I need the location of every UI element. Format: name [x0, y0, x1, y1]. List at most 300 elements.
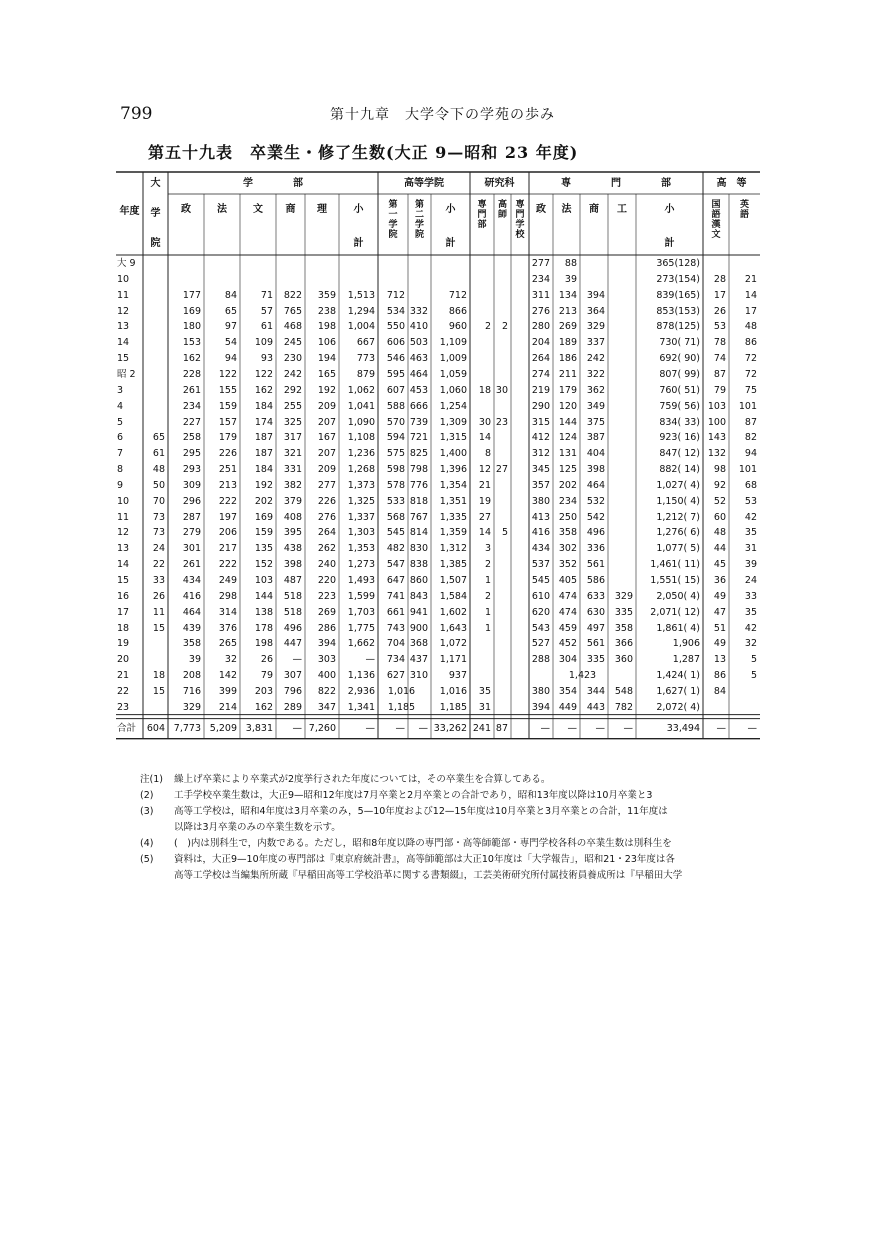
table-row-cell: 14	[478, 527, 491, 539]
table-row-cell: 39	[188, 654, 201, 666]
table-row-cell: 459	[558, 622, 577, 634]
table-row-cell: 242	[283, 368, 302, 380]
table-row-cell: 1,090	[347, 416, 375, 428]
table-row-cell: 314	[218, 606, 237, 618]
table-row-cell: 344	[586, 685, 605, 697]
note-number: (4)	[140, 838, 154, 849]
table-row-cell: 206	[218, 527, 237, 539]
table-row-cell: 1	[484, 622, 491, 634]
table-row-cell: 410	[409, 321, 428, 333]
table-row-cell: 1,599	[347, 590, 375, 602]
table-row-cell: 70	[152, 495, 165, 507]
table-row-cell: 7	[117, 448, 124, 460]
total-row-cell: 3,831	[245, 722, 273, 734]
table-row-cell: 21	[744, 273, 757, 285]
header-senmonbu-col: 法	[561, 204, 572, 215]
table-row-cell: 24	[744, 575, 757, 586]
note-text: 以降は3月卒業のみの卒業生数を示す。	[174, 822, 341, 833]
header-gakubu-col: 文	[253, 204, 263, 215]
table-row-cell: 1,400	[439, 448, 467, 460]
table-row-cell: 103	[707, 400, 726, 412]
table-row-cell: 575	[386, 448, 405, 460]
table-row-cell: 198	[254, 638, 273, 650]
table-row-cell: 822	[283, 289, 302, 301]
table-row-cell: 360	[614, 654, 633, 666]
table-row-cell: 86	[744, 337, 757, 349]
table-row-cell: 878(125)	[656, 321, 700, 333]
table-row-cell: 1,354	[439, 479, 467, 491]
note-number: 注(1)	[140, 774, 163, 785]
table-row-cell: 61	[260, 321, 273, 333]
table-row-cell: 743	[386, 622, 405, 634]
table-row-cell: 394	[586, 289, 605, 301]
table-row-cell: 189	[558, 337, 577, 349]
table-row-cell: 1,108	[347, 432, 375, 444]
table-row-cell: 214	[218, 701, 237, 713]
header-gakubu-col: 政	[181, 204, 191, 215]
table-row-cell: 1,643	[439, 622, 467, 634]
table-row-cell: 14	[117, 337, 130, 349]
table-row-cell: 39	[744, 559, 757, 571]
table-row-cell: 238	[317, 305, 336, 317]
table-row-cell: 588	[386, 400, 405, 412]
table-row-cell: 2	[484, 559, 491, 571]
table-row-cell: 131	[558, 448, 577, 460]
table-row-cell: 262	[317, 543, 336, 555]
table-row-cell: 449	[558, 701, 577, 713]
table-row-cell: 561	[586, 638, 605, 650]
table-row-cell: 35	[744, 527, 757, 539]
table-row-cell: 1,353	[347, 543, 375, 555]
table-row-cell: 404	[586, 448, 605, 460]
table-row-cell: 74	[713, 353, 726, 365]
table-row-cell: 18	[152, 670, 165, 682]
table-row-cell: 32	[224, 654, 237, 666]
table-row-cell: 413	[531, 511, 550, 523]
table-row-cell: 162	[254, 701, 273, 713]
header-kenkyuka-col: 専門部	[477, 200, 487, 230]
table-row-cell: 518	[283, 606, 302, 618]
table-row-cell: 26	[713, 305, 726, 317]
table-row-cell: 207	[317, 416, 336, 428]
table-row-cell: 292	[283, 384, 302, 396]
total-row-cell: —	[747, 722, 757, 734]
table-row-cell: 760( 51)	[659, 384, 700, 396]
table-row-cell: 1,627( 1)	[656, 685, 700, 697]
table-title-years: (大正 9—昭和 23 年度)	[386, 143, 579, 162]
table-row-cell: 2	[484, 321, 491, 333]
table-row-cell: 144	[254, 590, 273, 602]
table-row-cell: 730( 71)	[659, 337, 700, 349]
table-row-cell: 543	[531, 622, 550, 634]
table-row-cell: 332	[409, 305, 428, 317]
table-row-cell: 1,602	[439, 606, 467, 618]
table-row-cell: 1,396	[439, 464, 467, 476]
table-row-cell: 33	[744, 590, 757, 602]
table-row-cell: 17	[744, 305, 757, 317]
table-row-cell: 8	[117, 464, 124, 476]
table-row-cell: 941	[409, 606, 428, 618]
note-number: (5)	[140, 854, 154, 865]
table-row-cell: 5	[750, 670, 757, 682]
table-row-cell: 159	[254, 527, 273, 539]
total-row-cell: —	[292, 722, 302, 734]
header-gakubu-col: 理	[317, 204, 327, 215]
note-text: ( )内は別科生で，内数である。ただし，昭和8年度以降の専門部・高等師範部・専門学校各科の卒業生数は別科生を	[174, 838, 672, 849]
table-row-cell: 586	[586, 575, 605, 586]
table-row-cell: 15	[152, 685, 165, 697]
table-title-main: 第五十九表 卒業生・修了生数	[148, 143, 387, 162]
table-row-cell: 84	[224, 289, 237, 301]
table-row-cell: 782	[614, 701, 633, 713]
table-row-cell: 349	[586, 400, 605, 412]
table-row-cell: 1,861( 4)	[656, 622, 700, 634]
table-row-cell: 273(154)	[656, 273, 700, 285]
table-row-cell: 400	[317, 670, 336, 682]
table-row-cell: 222	[218, 495, 237, 507]
table-row-cell: 408	[283, 511, 302, 523]
table-row-cell: 1,551( 15)	[650, 575, 700, 586]
table-row-cell: 211	[558, 368, 577, 380]
table-row-cell: 1,584	[439, 590, 467, 602]
table-row-cell: 1,016	[387, 685, 416, 697]
table-row-cell: 79	[713, 384, 726, 396]
table-row-cell: 4	[117, 400, 124, 412]
table-row-cell: 474	[558, 590, 577, 602]
table-row-cell: 19	[117, 638, 130, 650]
table-row-cell: 357	[531, 479, 550, 491]
table-row-cell: 138	[254, 606, 273, 618]
table-row-cell: 274	[531, 368, 550, 380]
table-row-cell: 447	[283, 638, 302, 650]
table-row-cell: 33	[152, 575, 165, 586]
table-row-cell: 187	[254, 432, 273, 444]
table-row-cell: 204	[531, 337, 550, 349]
table-row-cell: 545	[531, 575, 550, 586]
table-row-cell: 昭 2	[117, 368, 136, 380]
table-row-cell: 162	[254, 384, 273, 396]
note-text: 工手学校卒業生数は，大正9—昭和12年度は7月卒業と2月卒業との合計であり，昭和13年度以降は10月卒業と3	[174, 790, 653, 801]
table-row-cell: 2,071( 12)	[650, 606, 700, 618]
table-row-cell: 437	[409, 654, 428, 666]
table-row-cell: 839(165)	[656, 289, 700, 301]
header-kei: 計	[664, 238, 675, 249]
table-row-cell: 532	[586, 495, 605, 507]
header-senmonbu-col: 小	[664, 204, 675, 215]
table-row-cell: 594	[386, 432, 405, 444]
table-row-cell: 209	[317, 464, 336, 476]
note-text: 高等工学校は当編集所所蔵『早稲田高等工学校沿革に関する書類綴』，工芸美術研究所付属技術員養成所は『早稲田大学	[174, 870, 683, 881]
table-row-cell: 1,507	[439, 575, 467, 586]
table-row-cell: 42	[744, 511, 757, 523]
table-row-cell: 838	[409, 559, 428, 571]
header-kenkyuka: 研究科	[484, 178, 515, 189]
table-row-cell: 345	[531, 464, 550, 476]
table-row-cell: 310	[409, 670, 428, 682]
table-row-cell: 48	[152, 464, 165, 476]
table-row-cell: 21	[117, 670, 130, 682]
header-kenkyuka-col: 専門学校	[515, 200, 525, 240]
table-row-cell: 307	[283, 670, 302, 682]
table-row-cell: 36	[713, 575, 726, 586]
table-row-cell: 1,236	[347, 448, 375, 460]
table-row-cell: 3	[117, 384, 124, 396]
table-row-cell: 329	[586, 321, 605, 333]
table-row-cell: 179	[558, 384, 577, 396]
table-row-cell: 23	[495, 416, 508, 428]
table-row-cell: 265	[218, 638, 237, 650]
table-row-cell: 298	[218, 590, 237, 602]
table-row-cell: 94	[744, 448, 757, 460]
table-row-cell: 453	[409, 384, 428, 396]
table-row-cell: 1,273	[347, 559, 375, 571]
table-row-cell: 219	[531, 384, 550, 396]
table-row-cell: 767	[409, 511, 428, 523]
table-row-cell: 87	[744, 416, 757, 428]
table-row-cell: 1,312	[439, 543, 467, 555]
table-row-cell: 1	[484, 606, 491, 618]
table-row-cell: 368	[409, 638, 428, 650]
table-row-cell: 2,050( 4)	[656, 590, 700, 602]
total-row-cell: —	[567, 722, 577, 734]
table-row-cell: 336	[586, 543, 605, 555]
table-row-cell: 301	[182, 543, 201, 555]
table-row-cell: 1,335	[439, 511, 467, 523]
table-row-cell: 78	[713, 337, 726, 349]
table-row-cell: 50	[152, 479, 165, 491]
table-row-cell: 223	[317, 590, 336, 602]
table-row-cell: 207	[317, 448, 336, 460]
table-row-cell: 2	[484, 590, 491, 602]
table-row-cell: 2	[501, 321, 508, 333]
table-row-cell: 35	[744, 606, 757, 618]
table-row-cell: —	[292, 654, 302, 666]
table-row-cell: 15	[117, 353, 130, 365]
table-row-cell: 527	[531, 638, 550, 650]
table-row-cell: 125	[558, 464, 577, 476]
header-koto-col: 英語	[739, 200, 749, 220]
table-row-cell: 1,703	[347, 606, 375, 618]
table-row-cell: 11	[152, 606, 165, 618]
table-row-cell: 321	[283, 448, 302, 460]
table-row-cell: 71	[260, 289, 273, 301]
note-line	[140, 836, 760, 852]
table-row-cell: 228	[182, 368, 201, 380]
table-row-cell: 295	[182, 448, 201, 460]
table-row-cell: —	[365, 654, 375, 666]
table-row-cell: 30	[478, 416, 491, 428]
table-row-cell: 35	[478, 685, 491, 697]
table-row-cell: 347	[317, 701, 336, 713]
table-row-cell: 93	[260, 353, 273, 365]
table-row-cell: 14	[744, 289, 757, 301]
table-row-cell: 20	[117, 654, 130, 666]
table-row-cell: 704	[386, 638, 405, 650]
table-row-cell: 2,936	[347, 685, 375, 697]
table-row-cell: 293	[182, 464, 201, 476]
table-row-cell: 28	[713, 273, 726, 285]
table-row-cell: 1,315	[439, 432, 467, 444]
table-row-cell: 101	[738, 464, 757, 476]
table-row-cell: 796	[283, 685, 302, 697]
table-row-cell: 234	[531, 273, 550, 285]
header-gakubu: 学 部	[243, 178, 303, 189]
table-row-cell: 84	[713, 685, 726, 697]
table-row-cell: 42	[744, 622, 757, 634]
table-row-cell: 242	[586, 353, 605, 365]
table-row-cell: 405	[558, 575, 577, 586]
table-row-cell: 358	[558, 527, 577, 539]
table-row-cell: 12	[117, 527, 130, 539]
table-row-cell: 45	[713, 559, 726, 571]
table-row-cell: 578	[386, 479, 405, 491]
table-row-cell: 853(153)	[656, 305, 700, 317]
table-row-cell: 335	[614, 606, 633, 618]
table-row-cell: 773	[356, 353, 375, 365]
table-row-cell: 661	[386, 606, 405, 618]
table-row-cell: 184	[254, 400, 273, 412]
table-row-cell: 65	[224, 305, 237, 317]
total-row-cell: 合計	[117, 722, 137, 734]
table-row-cell: 1,016	[439, 685, 467, 697]
table-row-cell: 167	[317, 432, 336, 444]
table-row-cell: 222	[218, 559, 237, 571]
table-row-cell: 716	[182, 685, 201, 697]
table-row-cell: 1,303	[347, 527, 375, 539]
table-row-cell: 202	[254, 495, 273, 507]
table-row-cell: 213	[558, 305, 577, 317]
header-gakubu-col: 法	[217, 204, 227, 215]
table-row-cell: 17	[117, 606, 130, 618]
table-row-cell: 61	[152, 448, 165, 460]
table-row-cell: 24	[152, 543, 165, 555]
table-row-cell: 814	[409, 527, 428, 539]
table-row-cell: 192	[254, 479, 273, 491]
table-row-cell: 759( 56)	[659, 400, 700, 412]
header-gakubu-col: 商	[285, 204, 296, 215]
note-number: (3)	[140, 806, 154, 817]
note-line	[140, 788, 760, 804]
table-row-cell: 103	[254, 575, 273, 586]
note-line	[140, 852, 760, 868]
table-row-cell: 380	[531, 495, 550, 507]
table-row-cell: 765	[283, 305, 302, 317]
table-row-cell: 9	[117, 479, 124, 491]
table-row-cell: 11	[117, 289, 130, 301]
table-row-cell: 157	[218, 416, 237, 428]
table-row-cell: 570	[386, 416, 405, 428]
total-row-cell: 87	[495, 722, 508, 734]
table-row-cell: 1,009	[439, 353, 467, 365]
note-text: 高等工学校は，昭和4年度は3月卒業のみ，5—10年度および12—15年度は10月卒業と3月卒業との合計，11年度は	[174, 806, 668, 817]
running-head: 第十九章 大学令下の学苑の歩み	[330, 107, 555, 123]
table-row-cell: 365(128)	[656, 258, 700, 269]
table-row-cell: 60	[713, 511, 726, 523]
table-row-cell: 712	[448, 289, 467, 301]
table-row-cell: 15	[152, 622, 165, 634]
table-row-cell: 72	[744, 368, 757, 380]
table-row-cell: 198	[317, 321, 336, 333]
table-row-cell: 304	[558, 654, 577, 666]
table-row-cell: 497	[586, 622, 605, 634]
table-row-cell: 53	[744, 495, 757, 507]
table-row-cell: 208	[182, 670, 201, 682]
total-row-cell: —	[418, 722, 428, 734]
table-row-cell: 546	[386, 353, 405, 365]
table-row-cell: 1,424( 1)	[656, 670, 700, 682]
table-row-cell: 1,662	[347, 638, 375, 650]
table-row-cell: 98	[713, 464, 726, 476]
table-row-cell: 72	[744, 353, 757, 365]
header-senmonbu-col: 商	[589, 204, 599, 215]
total-row-cell: —	[395, 722, 405, 734]
table-row-cell: 13	[117, 543, 130, 555]
table-row-cell: 120	[558, 400, 577, 412]
total-row-cell: 241	[472, 722, 491, 734]
table-row-cell: 398	[586, 464, 605, 476]
table-row-cell: 15	[117, 575, 130, 586]
table-row-cell: 289	[283, 701, 302, 713]
table-row-cell: 721	[409, 432, 428, 444]
header-year: 年度	[119, 206, 140, 217]
table-row-cell: 434	[531, 543, 550, 555]
table-row-cell: 1,351	[439, 495, 467, 507]
total-row-cell: 7,773	[173, 722, 201, 734]
table-row-cell: 382	[283, 479, 302, 491]
table-row-cell: 13	[117, 321, 130, 333]
table-row-cell: 335	[586, 654, 605, 666]
total-row-cell: 7,260	[308, 722, 336, 734]
table-row-cell: 258	[182, 432, 201, 444]
table-row-cell: 169	[182, 305, 201, 317]
table-row-cell: 380	[531, 685, 550, 697]
table-row-cell: 65	[152, 432, 165, 444]
table-row-cell: 394	[317, 638, 336, 650]
table-row-cell: 666	[409, 400, 428, 412]
table-row-cell: 5	[501, 527, 508, 539]
table-row-cell: 251	[218, 464, 237, 476]
table-row-cell: 548	[614, 685, 633, 697]
total-row-cell: 604	[146, 722, 165, 734]
table-row-cell: 452	[558, 638, 577, 650]
table-row-cell: 439	[182, 622, 201, 634]
table-row-cell: 882( 14)	[659, 464, 700, 476]
table-row-cell: 315	[531, 416, 550, 428]
table-row-cell: 537	[531, 559, 550, 571]
table-row-cell: 213	[218, 479, 237, 491]
table-row-cell: 132	[707, 448, 726, 460]
table-row-cell: 375	[586, 416, 605, 428]
table-row-cell: 144	[558, 416, 577, 428]
table-row-cell: 379	[283, 495, 302, 507]
table-row-cell: 14	[117, 559, 130, 571]
table-row-cell: 416	[531, 527, 550, 539]
header-senmonbu-col: 工	[617, 204, 627, 215]
table-row-cell: 245	[283, 337, 302, 349]
table-row-cell: 19	[478, 495, 491, 507]
table-row-cell: 362	[586, 384, 605, 396]
table-row-cell: 10	[117, 273, 130, 285]
table-row-cell: 860	[409, 575, 428, 586]
table-row-cell: 296	[182, 495, 201, 507]
table-row-cell: 31	[744, 543, 757, 555]
table-row-cell: 122	[254, 368, 273, 380]
header-senmonbu-col: 政	[536, 204, 546, 215]
table-row-cell: 798	[409, 464, 428, 476]
table-row-cell: 48	[713, 527, 726, 539]
table-row-cell: 277	[317, 479, 336, 491]
table-row-cell: 1,276( 6)	[656, 527, 700, 539]
